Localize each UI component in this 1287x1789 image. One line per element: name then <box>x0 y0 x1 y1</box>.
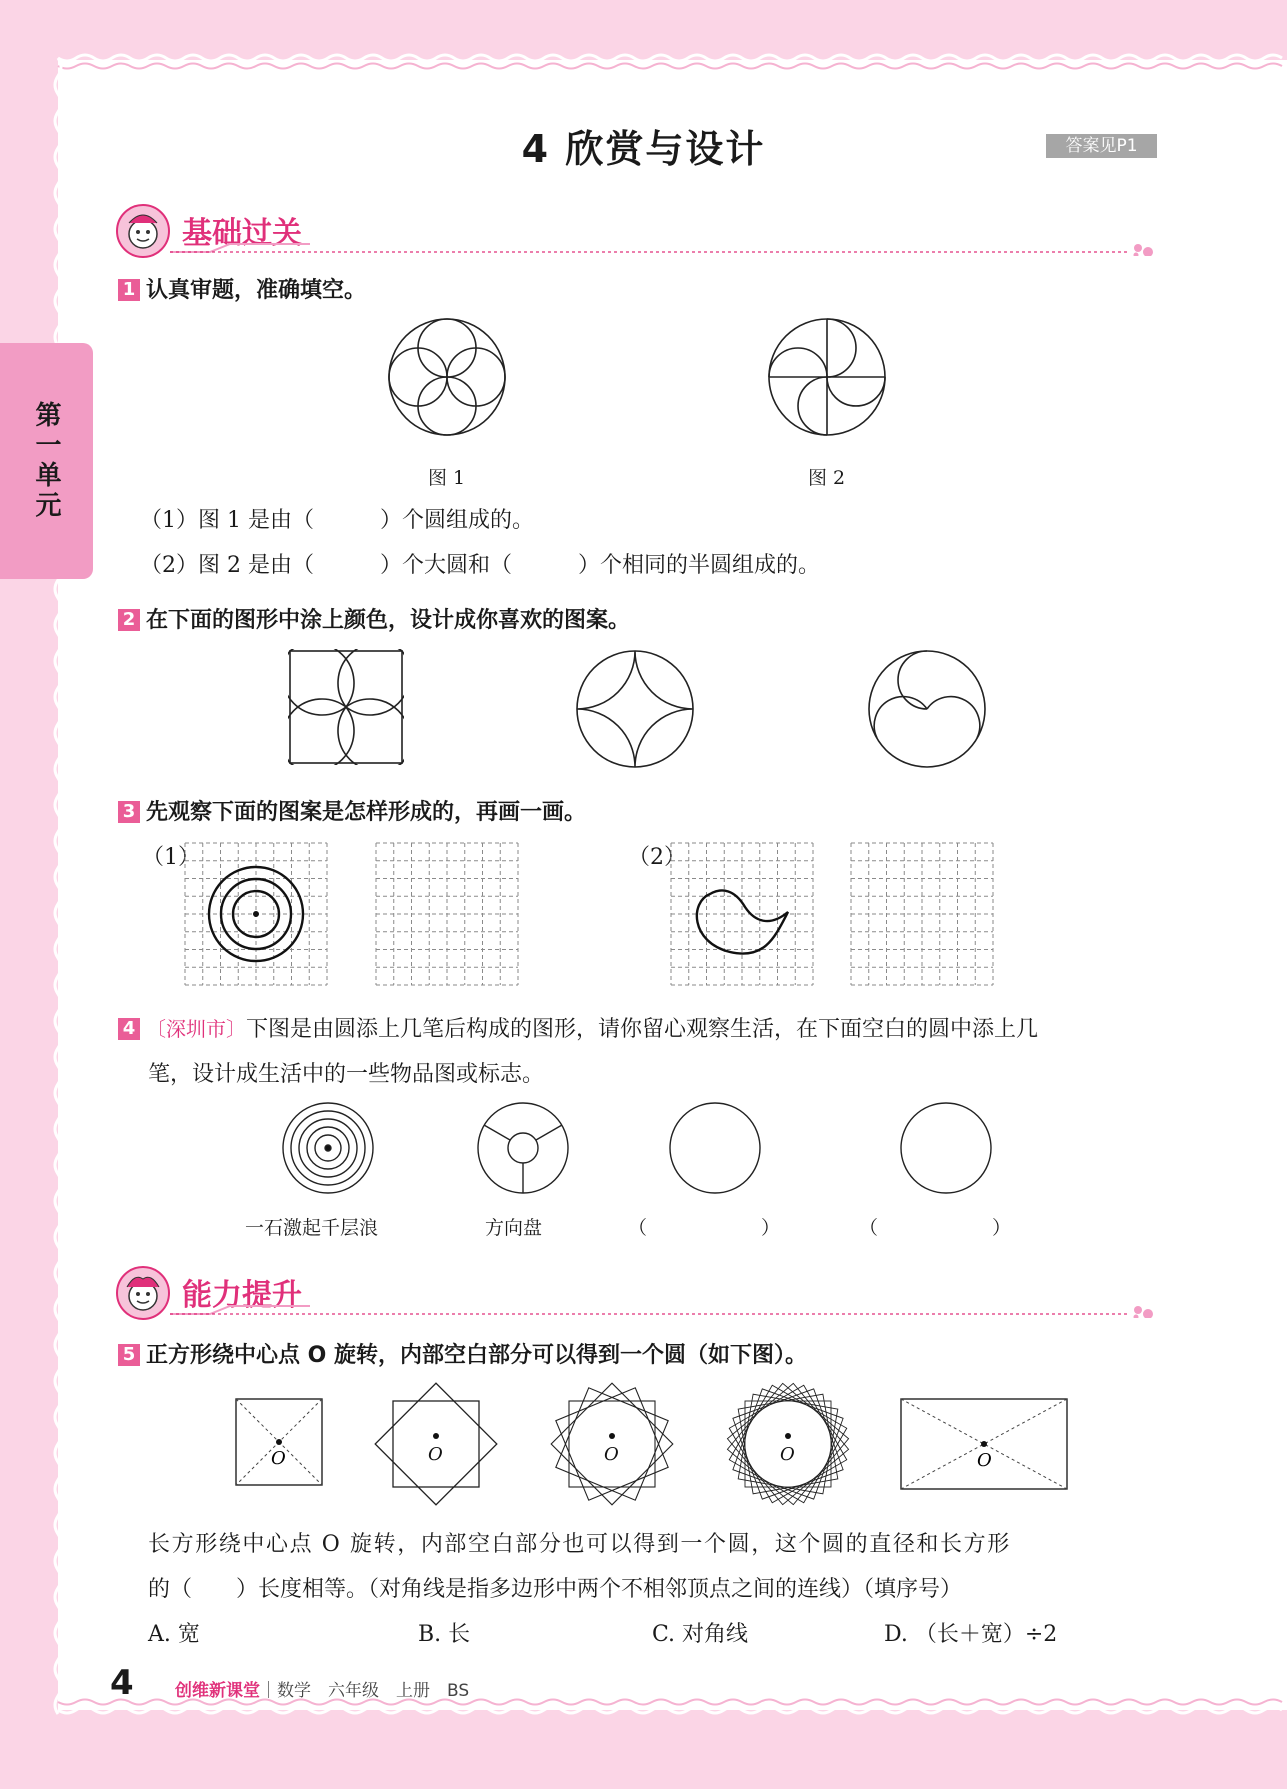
question-1 <box>118 273 366 304</box>
figure-2-pinwheel <box>765 315 890 440</box>
question-number: 2 <box>118 609 140 631</box>
square-petal-figure <box>288 649 404 765</box>
center-label: O <box>977 1450 992 1471</box>
center-label: O <box>428 1444 443 1465</box>
q5-body-line-2: 的（ ）长度相等。（对角线是指多边形中两个不相邻顶点之间的连线）（填序号） <box>148 1577 963 1602</box>
q1-line-2: （2）图 2 是由（ ）个大圆和（ ）个相同的半圆组成的。 <box>140 553 820 578</box>
answer-reference-tag: 答案见P1 <box>1046 134 1157 158</box>
question-2 <box>118 603 630 634</box>
q3-label-2: （2） <box>628 845 686 870</box>
square-rotation-step-1 <box>233 1396 325 1488</box>
option-b[interactable]: B. 长 <box>418 1622 471 1647</box>
caption-steering-wheel: 方向盘 <box>485 1217 543 1239</box>
footer-brand: 创维新课堂 <box>175 1681 260 1701</box>
footer-book-info: ｜数学 六年级 上册 BS <box>260 1681 470 1701</box>
square-rotation-step-4 <box>724 1380 852 1508</box>
option-a[interactable]: A. 宽 <box>148 1622 200 1647</box>
question-text: 在下面的图形中涂上颜色，设计成你喜欢的图案。 <box>146 608 631 633</box>
ripple-circles-figure <box>280 1100 376 1196</box>
question-source: 〔深圳市〕 <box>146 1017 246 1041</box>
question-text: 认真审题，准确填空。 <box>146 278 367 303</box>
question-text: 正方形绕中心点 O 旋转，内部空白部分可以得到一个圆（如下图）。 <box>146 1343 808 1368</box>
question-text: 先观察下面的图案是怎样形成的，再画一画。 <box>146 800 587 825</box>
question-text-line-2: 笔，设计成生活中的一些物品图或标志。 <box>148 1062 545 1087</box>
mascot-icon <box>115 203 171 259</box>
question-number: 1 <box>118 279 140 301</box>
steering-wheel-figure <box>475 1100 571 1196</box>
rectangle-with-diagonals <box>898 1396 1070 1492</box>
option-d[interactable]: D. （长＋宽）÷2 <box>884 1622 1058 1647</box>
section-title-advanced: 能力提升 <box>182 1278 302 1313</box>
question-number: 4 <box>118 1018 140 1040</box>
section-divider <box>170 1302 1160 1318</box>
figure-1-caption: 图 1 <box>428 467 466 489</box>
question-number: 3 <box>118 801 140 823</box>
grid-1-blank[interactable] <box>375 842 519 986</box>
question-3 <box>118 795 586 826</box>
section-divider <box>170 240 1160 256</box>
section-title-basic: 基础过关 <box>182 216 302 251</box>
mascot-icon <box>115 1265 171 1321</box>
circle-star-figure <box>575 649 695 769</box>
grid-2-blank[interactable] <box>850 842 994 986</box>
grid-1-concentric-circles <box>184 842 328 986</box>
grid-2-swirl <box>670 842 814 986</box>
question-number: 5 <box>118 1344 140 1366</box>
figure-2-caption: 图 2 <box>808 467 846 489</box>
caption-blank-2: （ ） <box>859 1217 1012 1239</box>
unit-tab: 第一单元 <box>0 343 93 579</box>
caption-blank-1: （ ） <box>628 1217 781 1239</box>
q1-line-1: （1）图 1 是由（ ）个圆组成的。 <box>140 508 534 533</box>
center-label: O <box>780 1444 795 1465</box>
question-text-line-1: 下图是由圆添上几笔后构成的图形，请你留心观察生活，在下面空白的圆中添上几 <box>246 1017 1039 1042</box>
q5-body-line-1: 长方形绕中心点 O 旋转，内部空白部分也可以得到一个圆，这个圆的直径和长方形 <box>148 1532 1011 1557</box>
page-number: 4 <box>110 1663 134 1703</box>
q3-label-1: （1） <box>142 845 200 870</box>
figure-1-four-circles <box>385 315 510 440</box>
center-label: O <box>604 1444 619 1465</box>
blank-circle-2[interactable] <box>898 1100 994 1196</box>
square-rotation-step-3 <box>548 1380 676 1508</box>
footer-info <box>175 1676 469 1701</box>
caption-ripple: 一石激起千层浪 <box>245 1217 379 1239</box>
square-rotation-step-2 <box>372 1380 500 1508</box>
option-c[interactable]: C. 对角线 <box>652 1622 749 1647</box>
page-title: 4 欣赏与设计 <box>521 127 766 171</box>
circle-swirl-figure <box>867 649 987 769</box>
question-5 <box>118 1338 807 1369</box>
center-label: O <box>271 1448 286 1469</box>
blank-circle-1[interactable] <box>667 1100 763 1196</box>
question-4 <box>118 1012 1038 1043</box>
